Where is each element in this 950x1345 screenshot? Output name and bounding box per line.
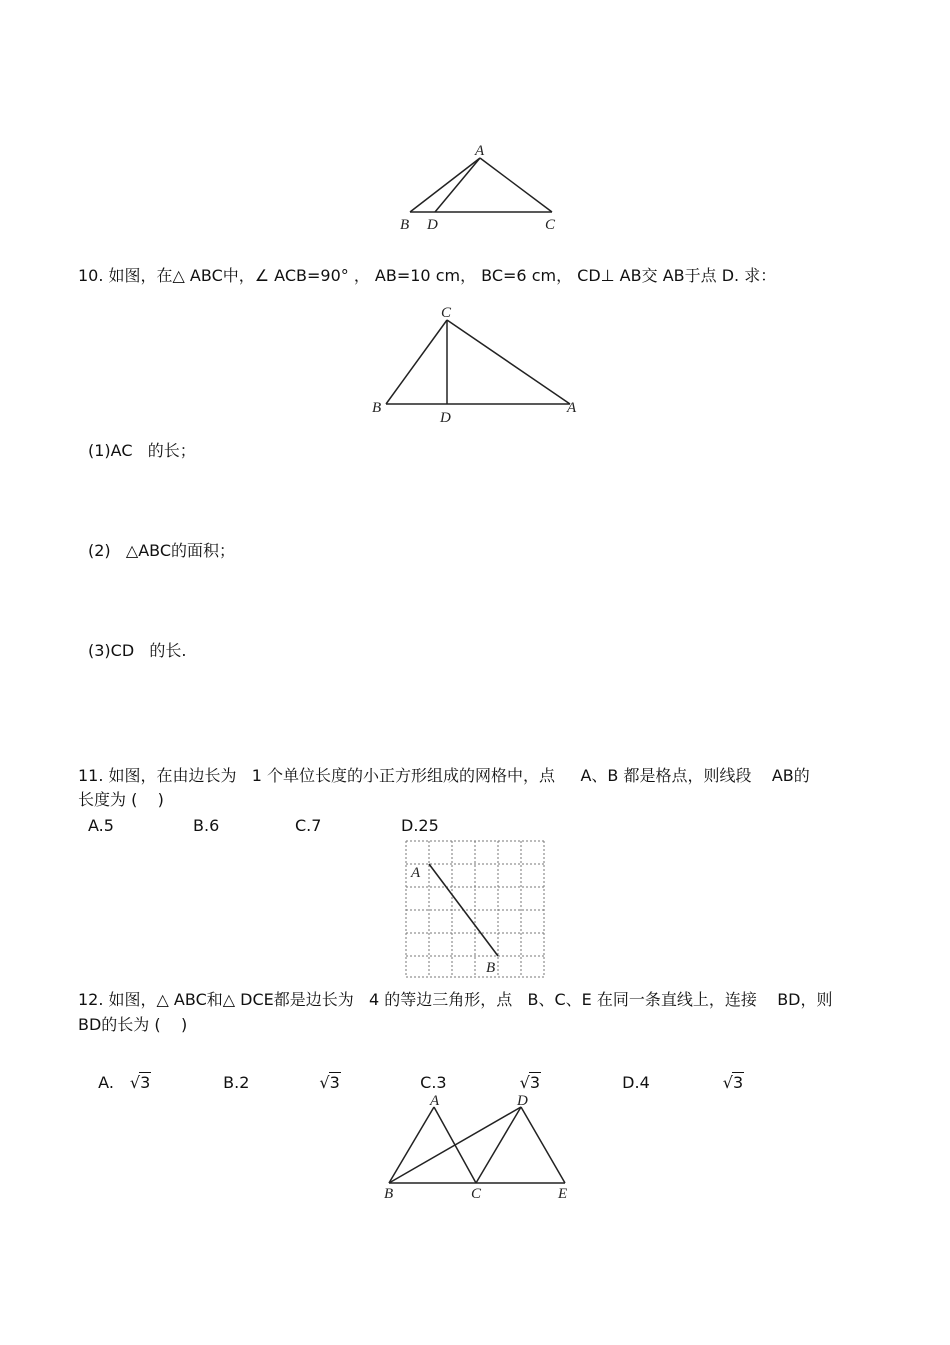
q12-question-line2: BD的长为 ( ) [78, 1015, 188, 1034]
label-a: A [411, 865, 421, 881]
label-a: A [475, 143, 485, 159]
q10-part-3: (3)CD 的长. [88, 641, 187, 660]
q11-option-c: C.7 [295, 816, 322, 835]
q11-option-a: A.5 [88, 816, 114, 835]
q12-option-a [88, 1053, 151, 1093]
label-d: D [427, 217, 438, 233]
label-c: C [441, 305, 452, 321]
q10-part-2: (2) △ABC的面积； [88, 541, 236, 560]
label-e: E [558, 1186, 568, 1202]
sqrt-symbol: √3 [319, 1073, 340, 1092]
label-b: B [384, 1186, 394, 1202]
q10-question: 10. 如图，在△ ABC中，∠ ACB=90° ， AB=10 cm， BC=6 cm， CD⊥ AB交 AB于点 D. 求： [78, 266, 777, 285]
figure-q10-right-triangle [368, 300, 588, 425]
label-b: B [486, 960, 496, 976]
option-prefix: B.2 [223, 1073, 250, 1092]
q12-option-c [410, 1053, 541, 1093]
q12-option-b [213, 1053, 341, 1093]
q12-question-line1: 12. 如图，△ ABC和△ DCE都是边长为 4 的等边三角形，点 B、C、E 在同一条直线上，连接 BD，则 [78, 990, 833, 1009]
label-b: B [400, 217, 410, 233]
q12-option-d [612, 1053, 744, 1093]
option-prefix: A. [98, 1073, 114, 1092]
label-b: B [372, 400, 382, 416]
label-d: D [440, 410, 451, 425]
option-prefix: C.3 [420, 1073, 447, 1092]
q11-option-b: B.6 [193, 816, 220, 835]
q11-question-line2: 长度为 ( ) [78, 790, 164, 809]
q11-question-line1: 11. 如图，在由边长为 1 个单位长度的小正方形组成的网格中，点 A、B 都是格点，则线段 AB的 [78, 766, 810, 785]
label-d: D [517, 1093, 528, 1109]
label-a: A [430, 1093, 440, 1109]
sqrt-symbol: √3 [722, 1073, 744, 1092]
figure-triangle-abd [390, 140, 570, 235]
figure-q11-grid [400, 836, 550, 981]
label-a: A [567, 400, 577, 416]
label-c: C [545, 217, 556, 233]
label-c: C [471, 1186, 482, 1202]
sqrt-symbol: √3 [129, 1073, 151, 1092]
sqrt-symbol: √3 [519, 1073, 540, 1092]
q10-part-1: (1)AC 的长； [88, 441, 196, 460]
q11-option-d: D.25 [401, 816, 439, 835]
figure-q12-equilateral-triangles [375, 1090, 585, 1205]
option-prefix: D.4 [622, 1073, 650, 1092]
